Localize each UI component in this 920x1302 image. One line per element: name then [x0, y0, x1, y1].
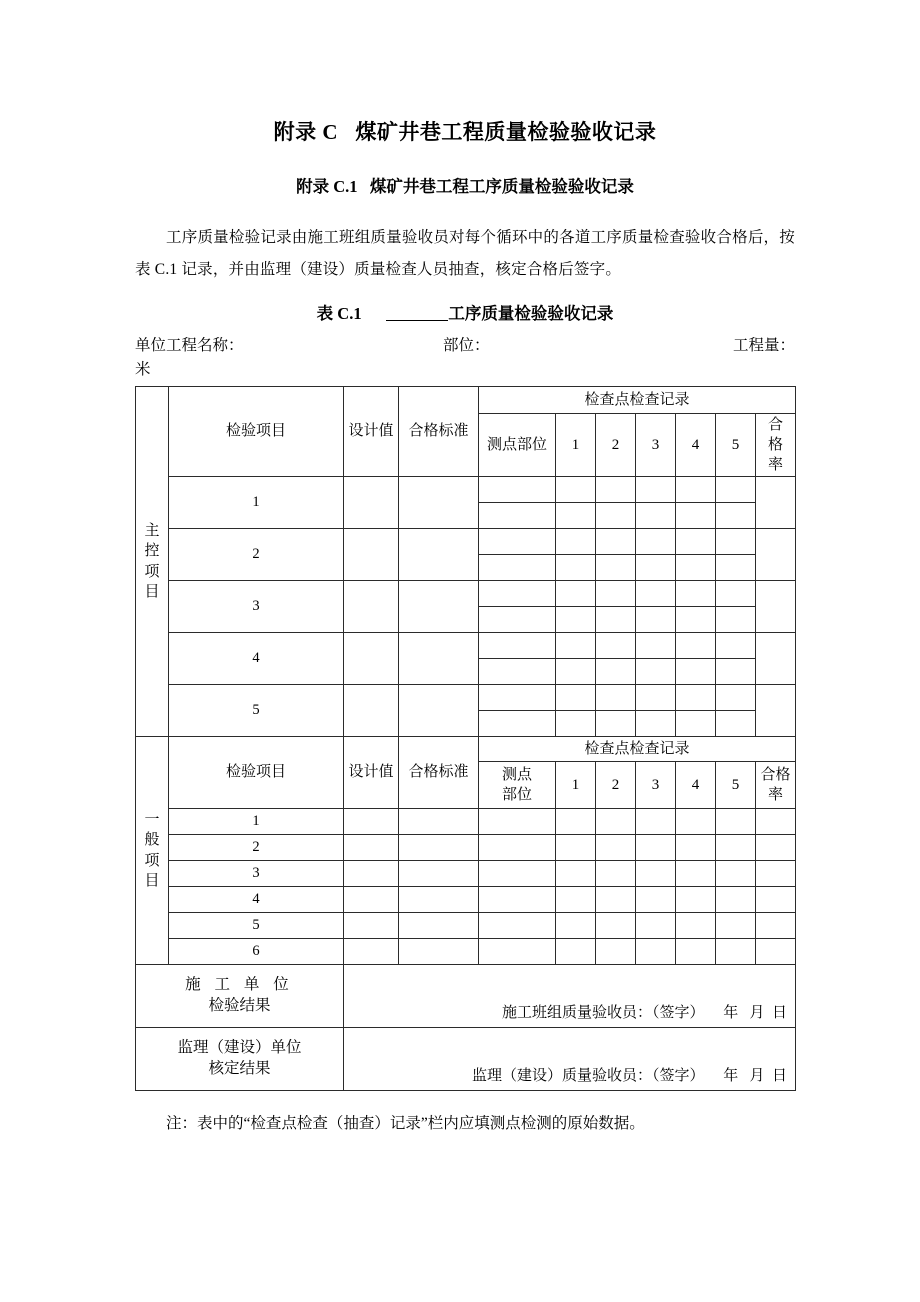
section2-label-char-2: 项: [144, 852, 160, 869]
supervision-unit-label-line-1: 核定结果: [208, 1060, 271, 1078]
section2-header-point-3: 3: [636, 762, 676, 809]
form-meta: [135, 334, 795, 382]
section2-row-2-point-5[interactable]: [716, 835, 756, 861]
section1-row-3b-point-2[interactable]: [596, 607, 636, 633]
section2-row-2-position[interactable]: [479, 835, 556, 861]
section2-row-1-standard[interactable]: [399, 809, 479, 835]
construction-unit-label: [136, 965, 344, 1028]
section1-row-3b-point-4[interactable]: [676, 607, 716, 633]
section2-row-2-point-3[interactable]: [636, 835, 676, 861]
section1-row-5a-point-2[interactable]: [596, 685, 636, 711]
section2-row-6-standard[interactable]: [399, 939, 479, 965]
section1-row-3b-position[interactable]: [479, 607, 556, 633]
section1-row-3-pass-rate[interactable]: [756, 581, 796, 633]
section1-row-1b-point-2[interactable]: [596, 503, 636, 529]
section1-row-1-item[interactable]: 1: [169, 477, 344, 529]
section1-header-record-group: 检查点检查记录: [479, 387, 796, 414]
section2-header-point-1: 1: [556, 762, 596, 809]
section1-row-5a-position[interactable]: [479, 685, 556, 711]
section1-row-4b-point-5[interactable]: [716, 659, 756, 685]
section2-row-5-item[interactable]: 5: [169, 913, 344, 939]
section1-header-point-2: 2: [596, 414, 636, 477]
section1-row-5b-point-3[interactable]: [636, 711, 676, 737]
document-body: [135, 0, 795, 1137]
section2-row-6-design[interactable]: [344, 939, 399, 965]
section2-row-3-pass-rate[interactable]: [756, 861, 796, 887]
table-row[interactable]: [136, 913, 796, 939]
section2-row-5-point-5[interactable]: [716, 913, 756, 939]
section1-row-1b-point-4[interactable]: [676, 503, 716, 529]
section1-row-2a-position[interactable]: [479, 529, 556, 555]
construction-unit-result-row: [136, 965, 796, 1028]
section1-row-1-standard[interactable]: [399, 477, 479, 529]
section1-row-4b-point-2[interactable]: [596, 659, 636, 685]
section1-row-5a-point-1[interactable]: [556, 685, 596, 711]
table-row[interactable]: [136, 809, 796, 835]
section1-row-4a-point-3[interactable]: [636, 633, 676, 659]
section2-header-pass-rate: [756, 762, 796, 809]
section2-row-1-design[interactable]: [344, 809, 399, 835]
section2-row-5-standard[interactable]: [399, 913, 479, 939]
quantity-label: 工程量：: [732, 337, 795, 355]
section2-row-1-point-1[interactable]: [556, 809, 596, 835]
section2-row-4-pass-rate[interactable]: [756, 887, 796, 913]
section1-label: [136, 387, 169, 737]
section1-row-1b-point-5[interactable]: [716, 503, 756, 529]
section1-label-char-2: 项: [144, 563, 160, 580]
section1-row-5b-point-5[interactable]: [716, 711, 756, 737]
section1-row-3a-point-2[interactable]: [596, 581, 636, 607]
section2-row-1-item[interactable]: 1: [169, 809, 344, 835]
section1-row-5b-point-1[interactable]: [556, 711, 596, 737]
section2-row-5-design[interactable]: [344, 913, 399, 939]
section2-row-2-point-1[interactable]: [556, 835, 596, 861]
section2-row-4-point-1[interactable]: [556, 887, 596, 913]
section1-row-5-item[interactable]: 5: [169, 685, 344, 737]
section1-row-1b-point-1[interactable]: [556, 503, 596, 529]
section2-row-2-point-4[interactable]: [676, 835, 716, 861]
project-name-label: 单位工程名称：: [135, 337, 244, 355]
section1-row-4a-point-4[interactable]: [676, 633, 716, 659]
section2-row-6-point-2[interactable]: [596, 939, 636, 965]
section1-header-point-4: 4: [676, 414, 716, 477]
section1-row-3b-point-3[interactable]: [636, 607, 676, 633]
section2-header-item: 检验项目: [169, 737, 344, 809]
section1-row-4-design[interactable]: [344, 633, 399, 685]
section1-row-2-standard[interactable]: [399, 529, 479, 581]
section1-row-3a-position[interactable]: [479, 581, 556, 607]
section1-row-2b-point-3[interactable]: [636, 555, 676, 581]
section2-row-5-point-2[interactable]: [596, 913, 636, 939]
section1-row-5a-point-4[interactable]: [676, 685, 716, 711]
section1-row-2-pass-rate[interactable]: [756, 529, 796, 581]
section2-row-5-point-1[interactable]: [556, 913, 596, 939]
section2-row-3-point-1[interactable]: [556, 861, 596, 887]
section2-row-4-design[interactable]: [344, 887, 399, 913]
section1-header-standard: 合格标准: [399, 387, 479, 477]
section1-row-3b-point-5[interactable]: [716, 607, 756, 633]
section2-row-4-point-2[interactable]: [596, 887, 636, 913]
section1-row-5-pass-rate[interactable]: [756, 685, 796, 737]
section2-point-position-line-0: 测点: [501, 766, 532, 783]
section2-row-2-pass-rate[interactable]: [756, 835, 796, 861]
section2-row-5-point-4[interactable]: [676, 913, 716, 939]
table-caption-suffix: 工序质量检验验收记录: [448, 304, 614, 324]
section2-header-record-group: 检查点检查记录: [479, 737, 796, 762]
section1-row-3-design[interactable]: [344, 581, 399, 633]
section1-pass-rate-char-1: 格: [768, 436, 784, 453]
section1-row-1a-point-3[interactable]: [636, 477, 676, 503]
section1-row-1b-point-3[interactable]: [636, 503, 676, 529]
section2-row-3-point-3[interactable]: [636, 861, 676, 887]
page-title: 附录 C 煤矿井巷工程质量检验验收记录: [273, 120, 657, 144]
supervision-unit-result-row: [136, 1028, 796, 1091]
section1-pass-rate-char-2: 率: [768, 457, 784, 474]
section2-header-design-value: 设计值: [344, 737, 399, 809]
section1-row-4a-position[interactable]: [479, 633, 556, 659]
section2-row-6-position[interactable]: [479, 939, 556, 965]
section1-row-4-item[interactable]: 4: [169, 633, 344, 685]
section1-row-2a-point-1[interactable]: [556, 529, 596, 555]
section1-pass-rate-char-0: 合: [768, 416, 784, 433]
section1-row-1a-point-5[interactable]: [716, 477, 756, 503]
section1-row-4a-point-2[interactable]: [596, 633, 636, 659]
table-row[interactable]: [136, 887, 796, 913]
construction-unit-label-line-1: 检验结果: [208, 997, 271, 1015]
section2-row-6-point-5[interactable]: [716, 939, 756, 965]
section2-pass-rate-line-1: 率: [768, 787, 784, 804]
section2-row-6-point-4[interactable]: [676, 939, 716, 965]
section1-label-char-1: 控: [144, 543, 160, 560]
section2-label-char-0: 一: [144, 812, 160, 829]
section1-header-point-3: 3: [636, 414, 676, 477]
position-label: 部位：: [442, 337, 490, 355]
section1-row-4b-point-1[interactable]: [556, 659, 596, 685]
table-row[interactable]: [136, 861, 796, 887]
section2-row-3-item[interactable]: 3: [169, 861, 344, 887]
section1-row-1a-point-1[interactable]: [556, 477, 596, 503]
section1-row-4a-point-5[interactable]: [716, 633, 756, 659]
section2-row-5-pass-rate[interactable]: [756, 913, 796, 939]
section1-row-5b-position[interactable]: [479, 711, 556, 737]
section2-label-char-1: 般: [144, 832, 160, 849]
section2-pass-rate-line-0: 合格: [760, 766, 791, 783]
supervision-unit-signature-line: 监理（建设）质量验收员：（签字） 年 月 日: [472, 1067, 788, 1084]
section2-row-4-standard[interactable]: [399, 887, 479, 913]
section1-row-2b-point-4[interactable]: [676, 555, 716, 581]
table-row[interactable]: [136, 633, 796, 659]
section1-label-char-3: 目: [144, 583, 160, 600]
section2-header-standard: 合格标准: [399, 737, 479, 809]
section2-row-6-point-3[interactable]: [636, 939, 676, 965]
section1-row-3a-point-1[interactable]: [556, 581, 596, 607]
section1-row-4a-point-1[interactable]: [556, 633, 596, 659]
section2-header-point-position: [479, 762, 556, 809]
section1-header-design-value: 设计值: [344, 387, 399, 477]
section1-row-2a-point-2[interactable]: [596, 529, 636, 555]
section2-header-row-group: [136, 737, 796, 762]
section2-row-1-point-3[interactable]: [636, 809, 676, 835]
section2-row-5-point-3[interactable]: [636, 913, 676, 939]
section2-row-3-point-2[interactable]: [596, 861, 636, 887]
table-caption-blank: [386, 320, 448, 321]
section1-row-4-standard[interactable]: [399, 633, 479, 685]
section1-row-2a-point-3[interactable]: [636, 529, 676, 555]
section1-row-4-pass-rate[interactable]: [756, 633, 796, 685]
section1-row-5a-point-3[interactable]: [636, 685, 676, 711]
table-row[interactable]: [136, 685, 796, 711]
section2-row-1-position[interactable]: [479, 809, 556, 835]
section1-row-1a-position[interactable]: [479, 477, 556, 503]
section1-header-point-position: 测点部位: [479, 414, 556, 477]
section1-row-2b-point-1[interactable]: [556, 555, 596, 581]
table-row[interactable]: [136, 939, 796, 965]
section1-row-3a-point-5[interactable]: [716, 581, 756, 607]
section1-header-item: 检验项目: [169, 387, 344, 477]
supervision-unit-label: [136, 1028, 344, 1091]
section1-row-3-item[interactable]: 3: [169, 581, 344, 633]
supervision-unit-label-line-0: 监理（建设）单位: [177, 1039, 302, 1057]
construction-unit-signature-line: 施工班组质量验收员：（签字） 年 月 日: [502, 1004, 788, 1021]
section1-row-3-standard[interactable]: [399, 581, 479, 633]
section1-row-2a-point-4[interactable]: [676, 529, 716, 555]
section1-row-2-item[interactable]: 2: [169, 529, 344, 581]
section1-row-2b-point-5[interactable]: [716, 555, 756, 581]
section1-row-3b-point-1[interactable]: [556, 607, 596, 633]
inspection-form-table: [135, 386, 796, 1091]
section2-row-3-standard[interactable]: [399, 861, 479, 887]
table-row[interactable]: [136, 529, 796, 555]
section2-row-2-design[interactable]: [344, 835, 399, 861]
section1-header-pass-rate: [756, 414, 796, 477]
section2-row-3-position[interactable]: [479, 861, 556, 887]
section2-row-4-item[interactable]: 4: [169, 887, 344, 913]
section2-row-4-point-4[interactable]: [676, 887, 716, 913]
section1-row-3a-point-3[interactable]: [636, 581, 676, 607]
section2-row-1-point-2[interactable]: [596, 809, 636, 835]
section1-row-5b-point-4[interactable]: [676, 711, 716, 737]
section1-row-3a-point-4[interactable]: [676, 581, 716, 607]
section1-row-1b-position[interactable]: [479, 503, 556, 529]
section1-row-5-design[interactable]: [344, 685, 399, 737]
table-caption: [135, 300, 795, 324]
construction-unit-result-field[interactable]: [344, 965, 796, 1028]
section1-row-1-design[interactable]: [344, 477, 399, 529]
table-row[interactable]: [136, 581, 796, 607]
section2-header-point-4: 4: [676, 762, 716, 809]
intro-paragraph: 工序质量检验记录由施工班组质量验收员对每个循环中的各道工序质量检查验收合格后，按表 C.1 记录，并由监理（建设）质量检查人员抽查，核定合格后签字。: [135, 229, 795, 279]
section1-row-2b-point-2[interactable]: [596, 555, 636, 581]
section1-header-point-1: 1: [556, 414, 596, 477]
table-row[interactable]: [136, 477, 796, 503]
section2-label-char-3: 目: [144, 872, 160, 889]
section2-header-point-5: 5: [716, 762, 756, 809]
section2-row-1-point-5[interactable]: [716, 809, 756, 835]
section2-row-4-position[interactable]: [479, 887, 556, 913]
construction-unit-label-line-0: 施 工 单 位: [185, 976, 294, 994]
section2-row-1-point-4[interactable]: [676, 809, 716, 835]
section1-header-row-group: [136, 387, 796, 414]
section1-row-2b-position[interactable]: [479, 555, 556, 581]
section1-row-4b-position[interactable]: [479, 659, 556, 685]
section2-row-4-point-3[interactable]: [636, 887, 676, 913]
section2-row-1-pass-rate[interactable]: [756, 809, 796, 835]
section1-row-5b-point-2[interactable]: [596, 711, 636, 737]
table-caption-prefix: 表 C.1: [316, 304, 362, 324]
section2-label: [136, 737, 169, 965]
section2-point-position-line-1: 部位: [501, 787, 532, 804]
section2-header-point-2: 2: [596, 762, 636, 809]
section1-row-4b-point-4[interactable]: [676, 659, 716, 685]
section1-row-1a-point-2[interactable]: [596, 477, 636, 503]
section1-row-5a-point-5[interactable]: [716, 685, 756, 711]
section1-row-2a-point-5[interactable]: [716, 529, 756, 555]
section2-row-3-design[interactable]: [344, 861, 399, 887]
section1-row-1-pass-rate[interactable]: [756, 477, 796, 529]
section2-row-3-point-5[interactable]: [716, 861, 756, 887]
section1-label-char-0: 主: [144, 523, 160, 540]
section2-row-6-item[interactable]: 6: [169, 939, 344, 965]
section2-row-6-pass-rate[interactable]: [756, 939, 796, 965]
section1-row-2-design[interactable]: [344, 529, 399, 581]
table-note: 注：表中的“检查点检查（抽查）记录”栏内应填测点检测的原始数据。: [166, 1115, 645, 1133]
section2-row-2-point-2[interactable]: [596, 835, 636, 861]
section2-row-4-point-5[interactable]: [716, 887, 756, 913]
section1-row-4b-point-3[interactable]: [636, 659, 676, 685]
table-row[interactable]: [136, 835, 796, 861]
section1-row-5-standard[interactable]: [399, 685, 479, 737]
section-subtitle: 附录 C.1 煤矿井巷工程工序质量检验验收记录: [296, 177, 634, 197]
section2-row-5-position[interactable]: [479, 913, 556, 939]
section2-row-3-point-4[interactable]: [676, 861, 716, 887]
section2-row-2-item[interactable]: 2: [169, 835, 344, 861]
supervision-unit-result-field[interactable]: [344, 1028, 796, 1091]
section2-row-2-standard[interactable]: [399, 835, 479, 861]
section1-header-point-5: 5: [716, 414, 756, 477]
section1-row-1a-point-4[interactable]: [676, 477, 716, 503]
quantity-unit: 米: [135, 361, 151, 379]
section2-row-6-point-1[interactable]: [556, 939, 596, 965]
